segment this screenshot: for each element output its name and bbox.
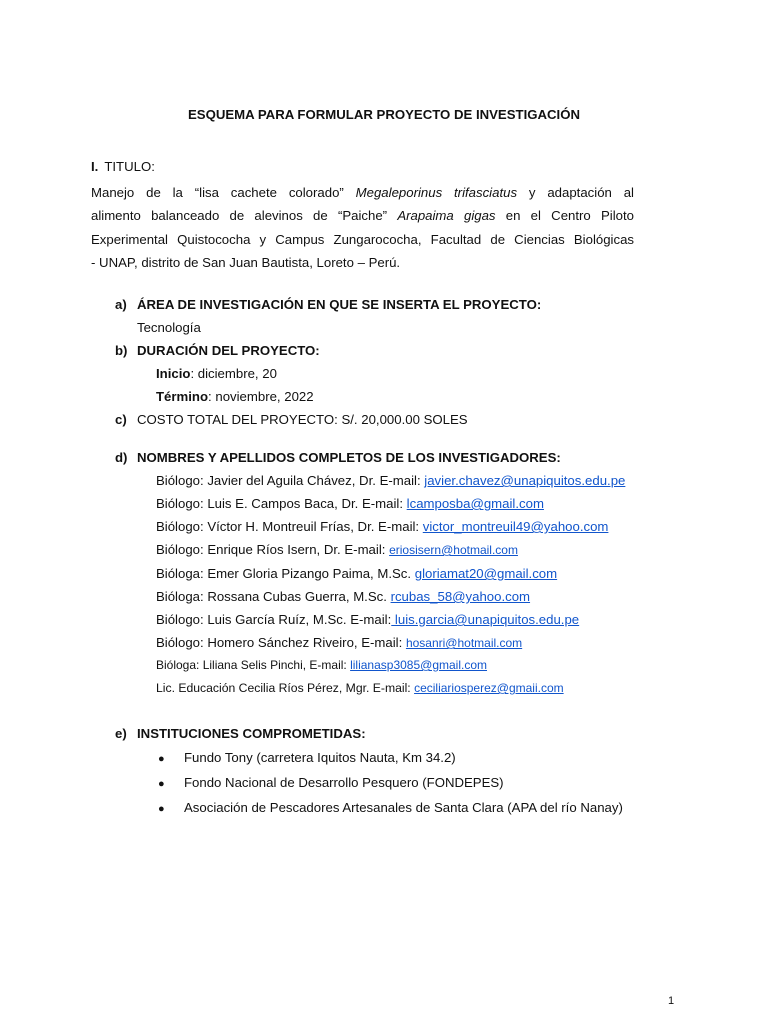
- research-area-value: Tecnología: [137, 320, 201, 335]
- section-d-letter: d): [115, 450, 128, 465]
- title-line: [91, 228, 634, 251]
- title-line: [91, 251, 634, 274]
- investigator-row: [156, 496, 544, 511]
- start-label: Inicio: [156, 366, 191, 381]
- section-e-letter: e): [115, 726, 127, 741]
- investigator-row: [156, 658, 487, 672]
- investigator-name: Bióloga: Emer Gloria Pizango Paima, M.Sc.: [156, 566, 415, 581]
- investigator-name: Bióloga: Rossana Cubas Guerra, M.Sc.: [156, 589, 391, 604]
- title-text: y adaptación al: [517, 185, 634, 200]
- investigator-name: Lic. Educación Cecilia Ríos Pérez, Mgr. E-mail:: [156, 681, 415, 695]
- species-name: Arapaima gigas: [397, 208, 496, 224]
- section-a-letter: a): [115, 297, 127, 312]
- section-i-heading: [91, 159, 155, 174]
- title-text: alimento balanceado de alevinos de “Paiche”: [91, 208, 398, 224]
- section-d-title: NOMBRES Y APELLIDOS COMPLETOS DE LOS INVESTIGADORES:: [137, 450, 561, 465]
- investigator-row: [156, 589, 530, 604]
- section-a-heading: [115, 297, 541, 312]
- bullet-icon: ●: [158, 778, 165, 790]
- project-title-paragraph: [91, 181, 634, 274]
- email-link[interactable]: victor_montreuil49@yahoo.com: [422, 519, 609, 534]
- investigator-row: [156, 519, 608, 534]
- investigator-name: Biólogo: Enrique Ríos Isern, Dr. E-mail:: [156, 542, 390, 557]
- section-b-letter: b): [115, 343, 128, 358]
- bullet-icon: ●: [158, 753, 165, 765]
- email-link[interactable]: lcamposba@gmail.com: [406, 496, 544, 511]
- email-link[interactable]: gloriamat20@gmail.com: [414, 566, 558, 581]
- investigator-name: Biólogo: Luis E. Campos Baca, Dr. E-mail:: [156, 496, 407, 511]
- start-value: : diciembre, 20: [190, 366, 277, 381]
- start-date: [156, 366, 277, 381]
- investigator-name: Biólogo: Javier del Aguila Chávez, Dr. E-mail:: [156, 473, 425, 488]
- institution-item: [158, 750, 456, 765]
- section-c: [115, 412, 468, 427]
- section-e-heading: [115, 726, 366, 741]
- email-link[interactable]: luis.garcia@unapiquitos.edu.pe: [391, 612, 580, 627]
- title-line: [91, 181, 634, 204]
- bullet-icon: ●: [158, 803, 165, 815]
- investigator-row: [156, 566, 557, 581]
- email-link[interactable]: eriosisern@hotmail.com: [389, 543, 518, 557]
- investigator-name: Bióloga: Liliana Selis Pinchi, E-mail:: [156, 658, 351, 672]
- investigator-name: Biólogo: Homero Sánchez Riveiro, E-mail:: [156, 635, 406, 650]
- section-a-title: ÁREA DE INVESTIGACIÓN EN QUE SE INSERTA EL PROYECTO:: [137, 297, 542, 312]
- title-line: [91, 204, 634, 227]
- institution-name: Asociación de Pescadores Artesanales de Santa Clara (APA del río Nanay): [184, 800, 623, 815]
- section-e-title: INSTITUCIONES COMPROMETIDAS:: [137, 726, 366, 741]
- total-cost: COSTO TOTAL DEL PROYECTO: S/. 20,000.00 SOLES: [137, 412, 468, 427]
- end-date: [156, 389, 314, 404]
- title-text: Experimental Quistococha y Campus Zungarococha, Facultad de Ciencias Biológicas: [91, 231, 634, 247]
- institution-item: [158, 775, 504, 790]
- investigator-row: [156, 542, 518, 557]
- email-link[interactable]: ceciliariosperez@gmaii.com: [414, 681, 564, 695]
- section-b-title: DURACIÓN DEL PROYECTO:: [137, 343, 320, 358]
- email-link[interactable]: rcubas_58@yahoo.com: [390, 589, 531, 604]
- email-link[interactable]: hosanri@hotmail.com: [405, 636, 523, 650]
- investigator-name: Biólogo: Luis García Ruíz, M.Sc. E-mail:: [156, 612, 392, 627]
- document-title: ESQUEMA PARA FORMULAR PROYECTO DE INVESTIGACIÓN: [188, 107, 580, 122]
- end-label: Término: [156, 389, 209, 404]
- species-name: Megaleporinus trifasciatus: [355, 185, 518, 200]
- end-value: : noviembre, 2022: [208, 389, 314, 404]
- institution-name: Fundo Tony (carretera Iquitos Nauta, Km 34.2): [184, 750, 456, 765]
- section-d-heading: [115, 450, 561, 465]
- investigator-row: [156, 681, 564, 695]
- institution-item: [158, 800, 623, 815]
- investigator-row: [156, 635, 522, 650]
- section-c-letter: c): [115, 412, 127, 427]
- title-text: en el Centro Piloto: [495, 208, 634, 224]
- email-link[interactable]: lilianasp3085@gmail.com: [350, 658, 488, 672]
- section-i-label: TITULO:: [104, 159, 155, 174]
- section-b-heading: [115, 343, 320, 358]
- investigator-row: [156, 473, 625, 488]
- email-link[interactable]: javier.chavez@unapiquitos.edu.pe: [424, 473, 626, 488]
- institution-name: Fondo Nacional de Desarrollo Pesquero (FONDEPES): [184, 775, 504, 790]
- investigator-row: [156, 612, 579, 627]
- investigator-name: Biólogo: Víctor H. Montreuil Frías, Dr. E-mail:: [156, 519, 423, 534]
- section-i-number: I.: [91, 159, 99, 174]
- title-text: Manejo de la “lisa cachete colorado”: [91, 185, 356, 200]
- page-number: 1: [668, 995, 675, 1007]
- title-text: - UNAP, distrito de San Juan Bautista, Loreto – Perú.: [91, 254, 401, 270]
